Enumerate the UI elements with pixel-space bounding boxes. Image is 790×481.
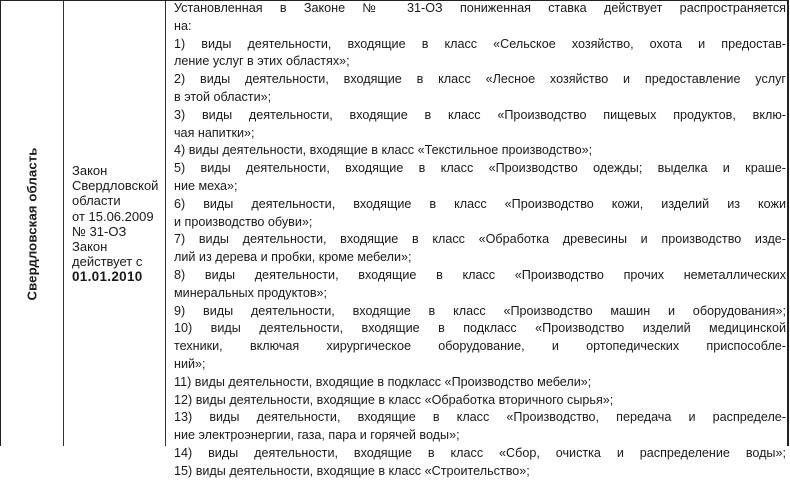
law-line: действует с [72,254,143,270]
description-line: 4) виды деятельности, входящие в класс «Текстильное производство»; [174,143,593,158]
description-line: ние меха»; [174,178,238,193]
region-name: Свердловская область [24,146,40,301]
region-cell [1,1,64,446]
description-line: Установленная в Законе № 31-ОЗ пониженная ставка действует распространяется [174,1,786,15]
law-line: Свердловской [72,178,159,194]
description-line: 7) виды деятельности, входящие в класс «Обработка древесины и производство изде- [174,232,786,247]
law-number: № 31-ОЗ [72,223,127,239]
description-line: 1) виды деятельности, входящие в класс «Сельское хозяйство, охота и предостав- [174,36,786,51]
description-line: ление услуг в этих областях»; [174,54,350,69]
description-line: 10) виды деятельности, входящие в подкласс «Производство изделий медицинской [174,321,786,336]
description-line: 15) виды деятельности, входящие в класс «Строительство»; [174,463,530,478]
law-line: области [72,193,121,209]
description-line: 2) виды деятельности, входящие в класс «Лесное хозяйство и предоставление услуг [174,72,786,87]
effective-date: 01.01.2010 [72,269,143,285]
description-line: 6) виды деятельности, входящие в класс «Производство кожи, изделий из кожи [174,196,786,211]
description-line: 3) виды деятельности, входящие в класс «Производство пищевых продуктов, вклю- [174,107,786,122]
description-text [174,0,786,481]
law-line: Закон [72,239,108,255]
description-line: и производство обуви»; [174,214,313,229]
law-date: от 15.06.2009 [72,208,154,224]
description-line: 8) виды деятельности, входящие в класс «Производство прочих неметаллических [174,267,786,282]
description-line: лий из дерева и пробки, кроме мебели»; [174,250,412,265]
law-line: Закон [72,163,108,178]
law-cell [64,1,166,446]
description-line: 12) виды деятельности, входящие в класс «Обработка вторичного сырья»; [174,392,614,407]
description-line: ний»; [174,356,206,371]
description-line: минеральных продуктов»; [174,285,328,300]
description-line: на: [174,18,192,33]
description-line: 5) виды деятельности, входящие в класс «Производство одежды; выделка и краше- [174,161,786,176]
description-line: 9) виды деятельности, входящие в класс «Производство машин и оборудования»; [174,303,786,318]
description-line: 14) виды деятельности, входящие в класс «Сбор, очистка и распределение воды»; [174,445,786,460]
description-line: чая напитки»; [174,125,255,140]
description-line: техники, включая хирургическое оборудование, и ортопедических приспособле- [174,339,786,354]
description-line: 11) виды деятельности, входящие в подкласс «Производство мебели»; [174,374,592,389]
description-line: в этой области»; [174,89,272,104]
description-line: 13) виды деятельности, входящие в класс «Производство, передача и распределе- [174,410,786,425]
description-line: ние электроэнергии, газа, пара и горячей воды»; [174,428,460,443]
description-cell [166,1,787,478]
law-reference [72,163,164,285]
